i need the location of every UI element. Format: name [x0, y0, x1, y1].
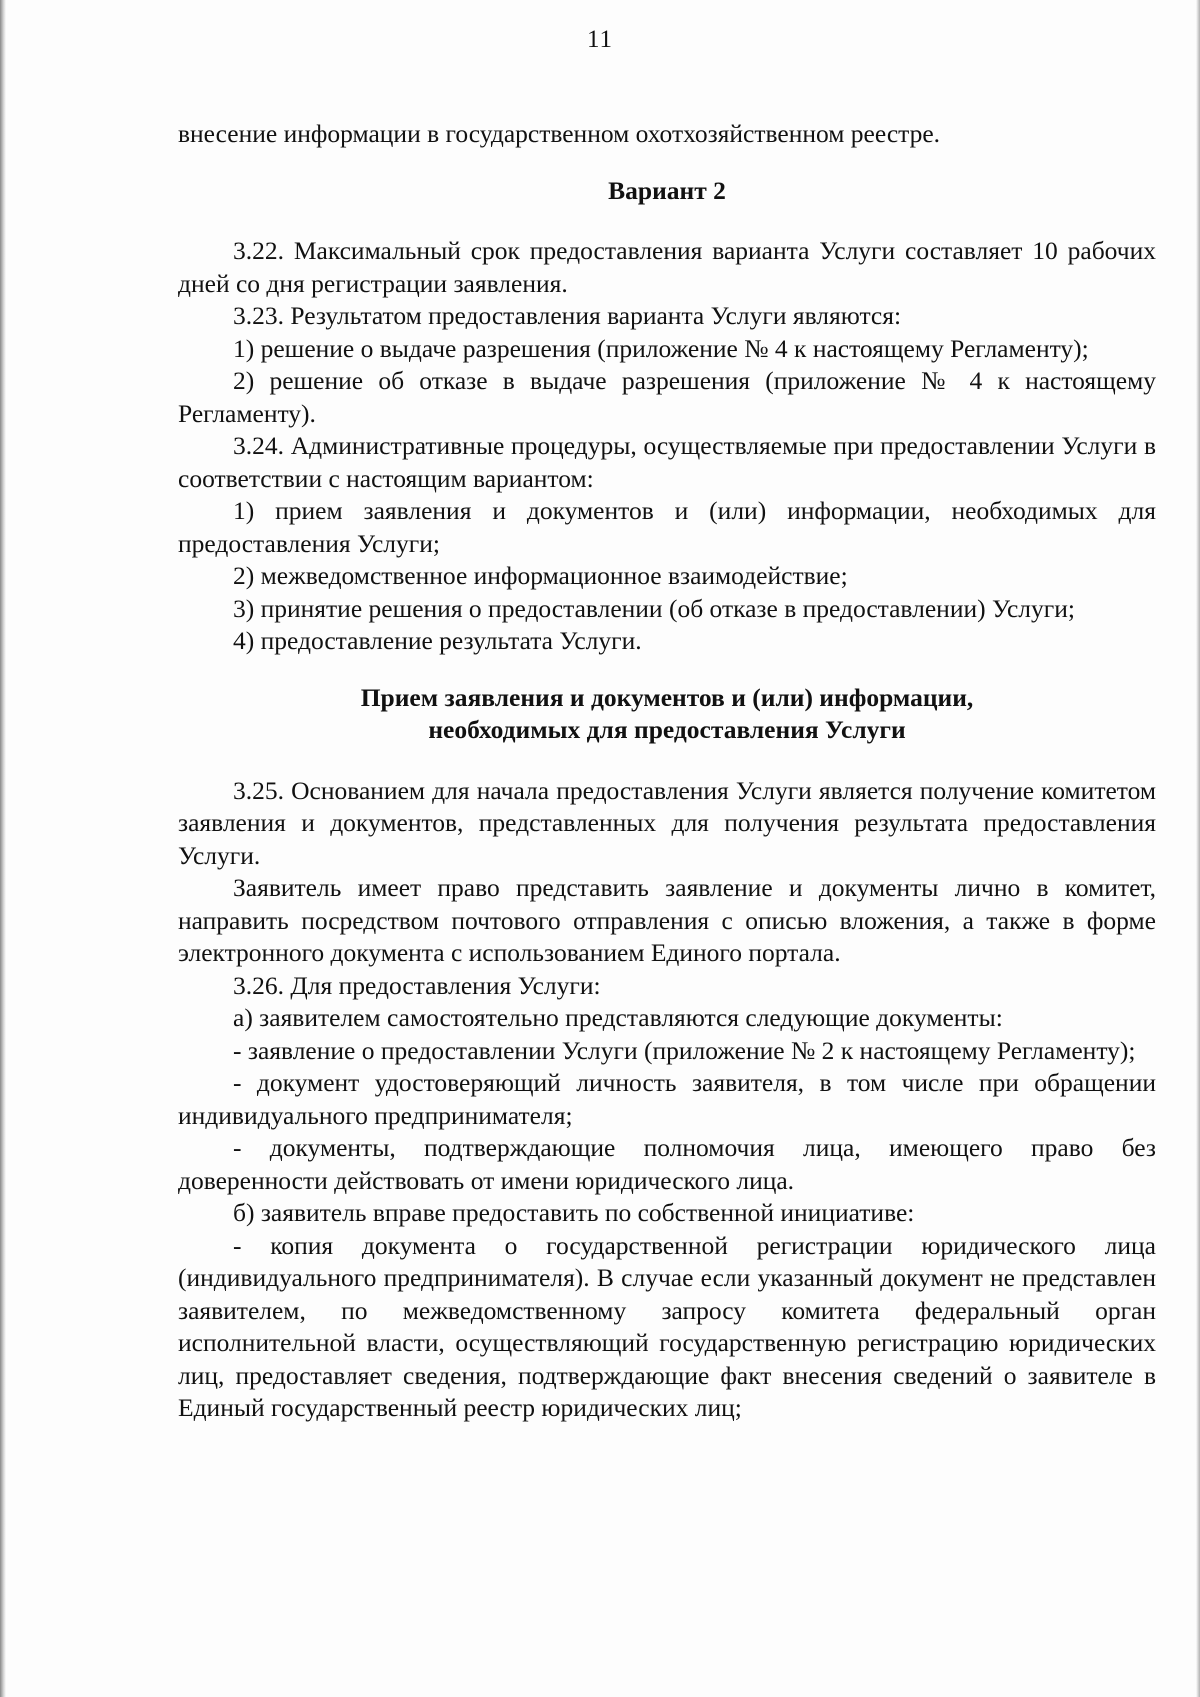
- paragraph-3-22: 3.22. Максимальный срок предоставления варианта Услуги составляет 10 рабочих дней со дня регистрации заявления.: [178, 236, 1156, 298]
- paragraph-3-23: 3.23. Результатом предоставления варианта Услуги являются:: [233, 301, 902, 330]
- subheading-line-1: Прием заявления и документов и (или) информации,: [360, 682, 974, 712]
- document-body: [178, 118, 1156, 1425]
- list-item-dash-application: - заявление о предоставлении Услуги (приложение № 2 к настоящему Регламенту);: [233, 1035, 1136, 1065]
- page-number: 11: [586, 26, 614, 53]
- list-item-dash-registration-copy: - копия документа о государственной регистрации юридического лица (индивидуального предпринимателя). В случае если указанный документ не представлен заявителем, по межведомственному запросу комитета федеральный орган исполнительной власти, осуществляющий государственную регистрацию юридических лиц, предоставляет сведения, подтверждающие факт внесения сведений о заявителе в Единый государственный реестр юридических лиц;: [178, 1230, 1156, 1422]
- section-title: Вариант 2: [608, 175, 726, 205]
- paragraph-applicant-rights: Заявитель имеет право представить заявление и документы лично в комитет, направить посредством почтового отправления с описью вложения, а также в форме электронного документа с использованием Единого портала.: [178, 873, 1156, 967]
- list-item-procedure-3: 3) принятие решения о предоставлении (об отказе в предоставлении) Услуги;: [233, 593, 1075, 623]
- scan-edge-right: [1196, 0, 1200, 1697]
- list-item-b: б) заявитель вправе предоставить по собственной инициативе:: [233, 1198, 915, 1227]
- list-item-procedure-4: 4) предоставление результата Услуги.: [233, 626, 642, 655]
- paragraph-3-24: 3.24. Административные процедуры, осуществляемые при предоставлении Услуги в соответствии с настоящим вариантом:: [178, 431, 1156, 493]
- list-item-a: а) заявителем самостоятельно представляются следующие документы:: [233, 1003, 1003, 1032]
- list-item-result-1: 1) решение о выдаче разрешения (приложение № 4 к настоящему Регламенту);: [233, 333, 1089, 363]
- list-item-dash-identity: - документ удостоверяющий личность заявителя, в том числе при обращении индивидуального предпринимателя;: [178, 1068, 1156, 1130]
- paragraph-3-25: 3.25. Основанием для начала предоставления Услуги является получение комитетом заявления и документов, представленных для получения результата предоставления Услуги.: [178, 775, 1156, 870]
- subheading-line-2: необходимых для предоставления Услуги: [428, 715, 906, 744]
- list-item-procedure-1: 1) прием заявления и документов и (или) информации, необходимых для предоставления Услуги;: [178, 496, 1156, 558]
- list-item-procedure-2: 2) межведомственное информационное взаимодействие;: [233, 561, 848, 590]
- list-item-dash-authority: - документы, подтверждающие полномочия лица, имеющего право без доверенности действовать от имени юридического лица.: [178, 1133, 1156, 1195]
- paragraph-3-26: 3.26. Для предоставления Услуги:: [233, 970, 601, 1000]
- scan-edge-left: [0, 0, 6, 1697]
- list-item-result-2: 2) решение об отказе в выдаче разрешения (приложение № 4 к настоящему Регламенту).: [178, 366, 1156, 428]
- continuation-line: внесение информации в государственном охотхозяйственном реестре.: [178, 119, 941, 148]
